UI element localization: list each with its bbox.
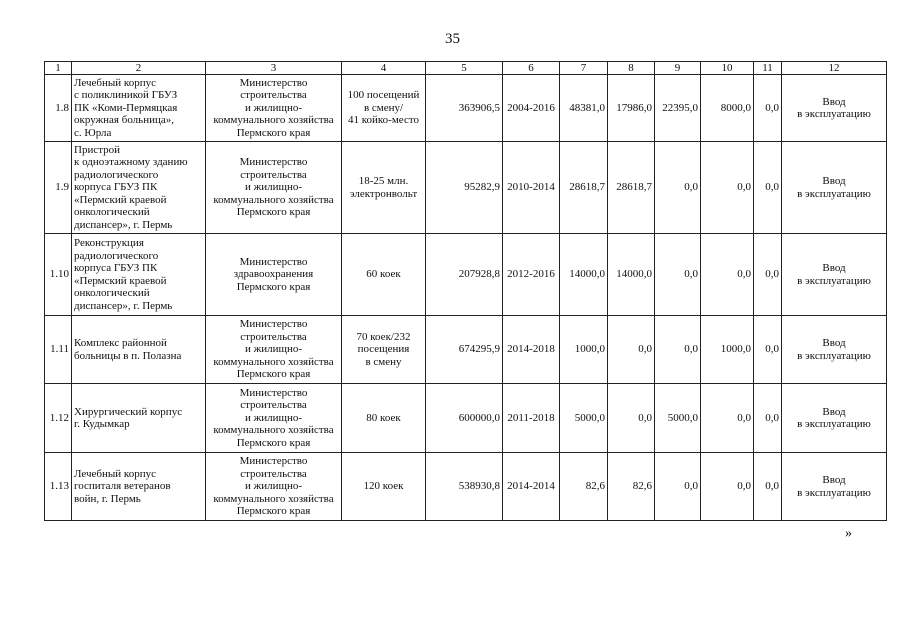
- cell-line: «Пермский краевой: [74, 274, 167, 287]
- amount-col9-cell: 0,0: [655, 234, 701, 316]
- responsible-cell: [206, 453, 342, 521]
- object-name-cell: [72, 234, 206, 316]
- cell-line: г. Кудымкар: [74, 418, 130, 430]
- cell-line: Ввод: [822, 474, 846, 486]
- responsible-cell: [206, 142, 342, 234]
- amount-col9-cell: 0,0: [655, 142, 701, 234]
- cell-line: Ввод: [822, 405, 846, 418]
- cell-line: и жилищно-: [244, 101, 303, 114]
- cell-line: радиологического: [74, 168, 159, 181]
- cell-line: Министерство: [239, 386, 308, 399]
- column-number: 3: [206, 62, 342, 75]
- column-number: 4: [342, 62, 426, 75]
- cell-line: и жилищно-: [244, 181, 303, 194]
- cell-line: Министерство: [239, 318, 308, 331]
- cell-line: посещения: [357, 343, 410, 356]
- capacity-cell: [342, 316, 426, 384]
- amount-col8-cell: 0,0: [608, 316, 655, 384]
- page-number: 35: [445, 31, 460, 47]
- column-number: 11: [754, 62, 782, 75]
- amount-col8-cell: 82,6: [608, 453, 655, 521]
- cost-cell: 674295,9: [426, 316, 503, 384]
- table-row: [45, 384, 887, 453]
- cell-line: войн, г. Пермь: [74, 492, 141, 505]
- cell-line: Пермского края: [236, 505, 311, 518]
- row-number-cell: 1.13: [45, 453, 72, 521]
- cell-line: в эксплуатацию: [797, 418, 871, 430]
- column-number: 12: [782, 62, 887, 75]
- amount-col7-cell: 28618,7: [560, 142, 608, 234]
- cell-line: с поликлиникой ГБУЗ: [74, 89, 178, 102]
- capacity-cell: [342, 234, 426, 316]
- cell-line: и жилищно-: [244, 480, 303, 493]
- cell-line: Ввод: [822, 175, 846, 187]
- cell-line: окружная больница»,: [74, 114, 174, 127]
- table-row: [45, 75, 887, 142]
- cell-line: и жилищно-: [244, 343, 303, 356]
- cell-line: в эксплуатацию: [797, 349, 871, 362]
- cell-line: 18-25 млн.: [358, 175, 409, 187]
- amount-col10-cell: 1000,0: [701, 316, 754, 384]
- cell-line: радиологического: [74, 249, 159, 262]
- table-row: [45, 142, 887, 234]
- cell-line: в эксплуатацию: [797, 274, 871, 287]
- cell-line: Лечебный корпус: [74, 467, 156, 480]
- cell-line: и жилищно-: [244, 411, 303, 424]
- cell-line: онкологический: [74, 206, 150, 219]
- row-number-cell: 1.10: [45, 234, 72, 316]
- column-number: 9: [655, 62, 701, 75]
- cell-line: корпуса ГБУЗ ПК: [74, 262, 158, 274]
- capacity-cell: [342, 75, 426, 142]
- cell-line: с. Юрла: [74, 126, 112, 139]
- object-name-cell: [72, 453, 206, 521]
- result-cell: [782, 75, 887, 142]
- amount-col9-cell: 0,0: [655, 453, 701, 521]
- amount-col10-cell: 0,0: [701, 453, 754, 521]
- cell-line: онкологический: [74, 287, 150, 299]
- cell-line: Пермского края: [236, 206, 311, 219]
- cell-line: Хирургический корпус: [74, 405, 183, 418]
- amount-col11-cell: 0,0: [754, 384, 782, 453]
- amount-col11-cell: 0,0: [754, 234, 782, 316]
- period-cell: 2012-2016: [503, 234, 560, 316]
- amount-col7-cell: 14000,0: [560, 234, 608, 316]
- amount-col7-cell: 48381,0: [560, 75, 608, 142]
- cell-line: Министерство: [239, 455, 308, 468]
- cost-cell: 538930,8: [426, 453, 503, 521]
- cell-line: «Пермский краевой: [74, 193, 167, 206]
- cell-line: 80 коек: [366, 411, 401, 424]
- column-number: 2: [72, 62, 206, 75]
- amount-col10-cell: 0,0: [701, 234, 754, 316]
- result-cell: [782, 453, 887, 521]
- cell-line: в смену/: [363, 101, 404, 114]
- amount-col9-cell: 22395,0: [655, 75, 701, 142]
- responsible-cell: [206, 316, 342, 384]
- amount-col11-cell: 0,0: [754, 453, 782, 521]
- cell-line: коммунального хозяйства: [213, 355, 334, 368]
- cell-line: здравоохранения: [233, 268, 314, 281]
- row-number-cell: 1.11: [45, 316, 72, 384]
- capacity-cell: [342, 453, 426, 521]
- object-name-cell: [72, 75, 206, 142]
- cell-line: в эксплуатацию: [797, 187, 871, 200]
- cell-line: Министерство: [239, 156, 308, 169]
- object-name-cell: [72, 142, 206, 234]
- period-cell: 2011-2018: [503, 384, 560, 453]
- amount-col10-cell: 0,0: [701, 384, 754, 453]
- object-name-cell: [72, 316, 206, 384]
- column-number: 6: [503, 62, 560, 75]
- amount-col7-cell: 5000,0: [560, 384, 608, 453]
- result-cell: [782, 316, 887, 384]
- cell-line: Министерство: [239, 255, 308, 268]
- table-row: [45, 316, 887, 384]
- amount-col11-cell: 0,0: [754, 142, 782, 234]
- cell-line: Ввод: [822, 95, 846, 108]
- cell-line: Реконструкция: [74, 237, 144, 249]
- cell-line: электронвольт: [349, 187, 418, 200]
- cell-line: коммунального хозяйства: [213, 114, 334, 127]
- cell-line: 100 посещений: [347, 89, 420, 102]
- cost-cell: 207928,8: [426, 234, 503, 316]
- cell-line: больницы в п. Полазна: [74, 349, 182, 362]
- column-number: 5: [426, 62, 503, 75]
- result-cell: [782, 142, 887, 234]
- cell-line: Комплекс районной: [74, 337, 167, 349]
- cell-line: к одноэтажному зданию: [74, 156, 188, 169]
- cell-line: диспансер», г. Пермь: [74, 218, 173, 231]
- amount-col9-cell: 5000,0: [655, 384, 701, 453]
- cell-line: Министерство: [239, 76, 308, 89]
- responsible-cell: [206, 384, 342, 453]
- amount-col7-cell: 1000,0: [560, 316, 608, 384]
- cell-line: в эксплуатацию: [797, 486, 871, 499]
- cell-line: 120 коек: [363, 480, 404, 493]
- row-number-cell: 1.9: [45, 142, 72, 234]
- column-number: 1: [45, 62, 72, 75]
- amount-col9-cell: 0,0: [655, 316, 701, 384]
- cell-line: Пристрой: [74, 143, 121, 156]
- column-number-row: [45, 62, 887, 75]
- result-cell: [782, 234, 887, 316]
- cell-line: Лечебный корпус: [74, 76, 156, 89]
- program-table: [44, 61, 887, 521]
- period-cell: 2004-2016: [503, 75, 560, 142]
- cost-cell: 363906,5: [426, 75, 503, 142]
- column-number: 8: [608, 62, 655, 75]
- cell-line: в эксплуатацию: [797, 108, 871, 120]
- cell-line: коммунального хозяйства: [213, 424, 334, 437]
- cell-line: в смену: [365, 355, 402, 368]
- cell-line: строительства: [240, 399, 307, 412]
- cost-cell: 95282,9: [426, 142, 503, 234]
- result-cell: [782, 384, 887, 453]
- amount-col10-cell: 0,0: [701, 142, 754, 234]
- amount-col11-cell: 0,0: [754, 316, 782, 384]
- row-number-cell: 1.12: [45, 384, 72, 453]
- period-cell: 2014-2018: [503, 316, 560, 384]
- cell-line: корпуса ГБУЗ ПК: [74, 181, 158, 194]
- responsible-cell: [206, 234, 342, 316]
- amount-col11-cell: 0,0: [754, 75, 782, 142]
- cell-line: диспансер», г. Пермь: [74, 299, 173, 312]
- amount-col8-cell: 17986,0: [608, 75, 655, 142]
- period-cell: 2014-2014: [503, 453, 560, 521]
- cell-line: Ввод: [822, 337, 846, 349]
- cell-line: строительства: [240, 168, 307, 181]
- cell-line: Пермского края: [236, 436, 311, 449]
- cell-line: коммунального хозяйства: [213, 193, 334, 206]
- responsible-cell: [206, 75, 342, 142]
- cell-line: строительства: [240, 330, 307, 343]
- cell-line: строительства: [240, 467, 307, 480]
- amount-col7-cell: 82,6: [560, 453, 608, 521]
- column-number: 7: [560, 62, 608, 75]
- cell-line: Ввод: [822, 262, 846, 274]
- table-row: [45, 234, 887, 316]
- cost-cell: 600000,0: [426, 384, 503, 453]
- capacity-cell: [342, 142, 426, 234]
- row-number-cell: 1.8: [45, 75, 72, 142]
- amount-col8-cell: 14000,0: [608, 234, 655, 316]
- cell-line: 70 коек/232: [356, 330, 411, 343]
- cell-line: Пермского края: [236, 368, 311, 381]
- cell-line: госпиталя ветеранов: [74, 480, 171, 493]
- amount-col8-cell: 28618,7: [608, 142, 655, 234]
- cell-line: Пермского края: [236, 126, 311, 139]
- cell-line: ПК «Коми-Пермяцкая: [74, 101, 178, 114]
- column-number: 10: [701, 62, 754, 75]
- continuation-mark: »: [845, 526, 852, 541]
- cell-line: коммунального хозяйства: [213, 492, 334, 505]
- period-cell: 2010-2014: [503, 142, 560, 234]
- object-name-cell: [72, 384, 206, 453]
- amount-col8-cell: 0,0: [608, 384, 655, 453]
- table-row: [45, 453, 887, 521]
- cell-line: Пермского края: [236, 280, 311, 293]
- cell-line: 60 коек: [366, 268, 401, 281]
- amount-col10-cell: 8000,0: [701, 75, 754, 142]
- cell-line: строительства: [240, 89, 307, 102]
- cell-line: 41 койко-место: [347, 114, 420, 127]
- capacity-cell: [342, 384, 426, 453]
